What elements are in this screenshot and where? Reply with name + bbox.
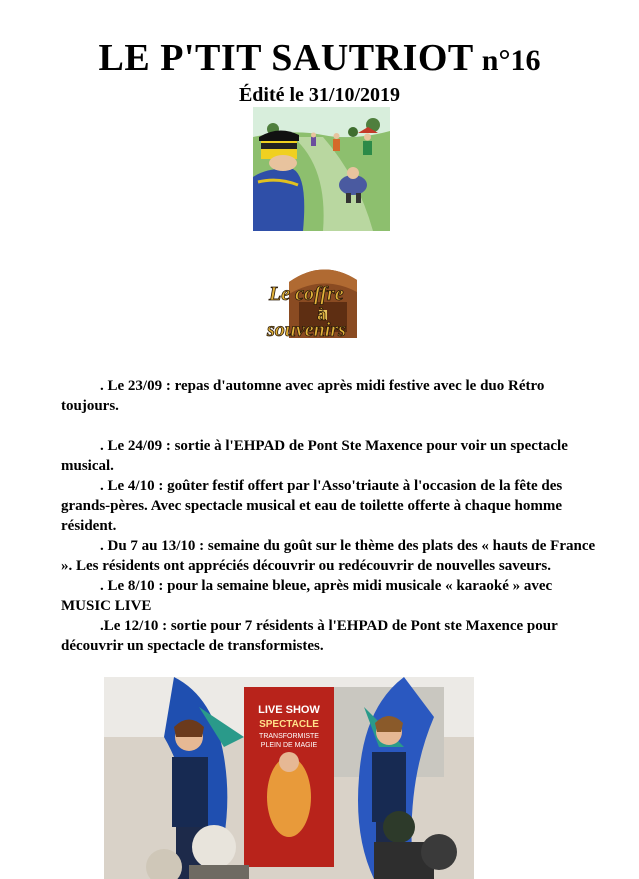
banner-line4: PLEIN DE MAGIE xyxy=(260,742,318,749)
newsletter-title xyxy=(0,36,639,80)
banner-line3: TRANSFORMISTE xyxy=(259,733,319,740)
issue-number: n°16 xyxy=(481,44,541,77)
event-item: . Le 4/10 : goûter festif offert par l'Asso'triaute à l'occasion de la fête des grands-pères. Avec spectacle musical et eau de toilette offerte à chaque homme résident. xyxy=(61,478,563,534)
event-item: . Le 23/09 : repas d'automne avec après midi festive avec le duo Rétro toujours. xyxy=(61,378,545,414)
coffre-a-souvenirs-logo xyxy=(239,252,407,356)
event-item: . Le 8/10 : pour la semaine bleue, après midi musicale « karaoké » avec MUSIC LIVE xyxy=(61,578,553,614)
cartoon-illustration xyxy=(253,107,390,231)
banner-line1: LIVE SHOW xyxy=(258,704,320,716)
event-item: .Le 12/10 : sortie pour 7 résidents à l'EHPAD de Pont ste Maxence pour découvrir un spectacle de transformistes. xyxy=(61,618,558,654)
events-text xyxy=(61,376,601,656)
banner-line2: SPECTACLE xyxy=(259,719,319,730)
event-item: . Du 7 au 13/10 : semaine du goût sur le thème des plats des « hauts de France ». Les résidents ont appréciés découvrir ou redécouvrir de nouvelles saveurs. xyxy=(61,538,596,574)
logo-text-line1: Le coffre xyxy=(269,283,344,305)
event-item: . Le 24/09 : sortie à l'EHPAD de Pont Ste Maxence pour voir un spectacle musical. xyxy=(61,438,568,474)
edition-date: Édité le 31/10/2019 xyxy=(238,84,401,106)
logo-text-line2: à xyxy=(317,304,326,324)
logo-text-line3: souvenirs xyxy=(267,319,346,341)
show-photo xyxy=(104,677,474,879)
title-text: LE P'TIT SAUTRIOT xyxy=(98,37,474,79)
